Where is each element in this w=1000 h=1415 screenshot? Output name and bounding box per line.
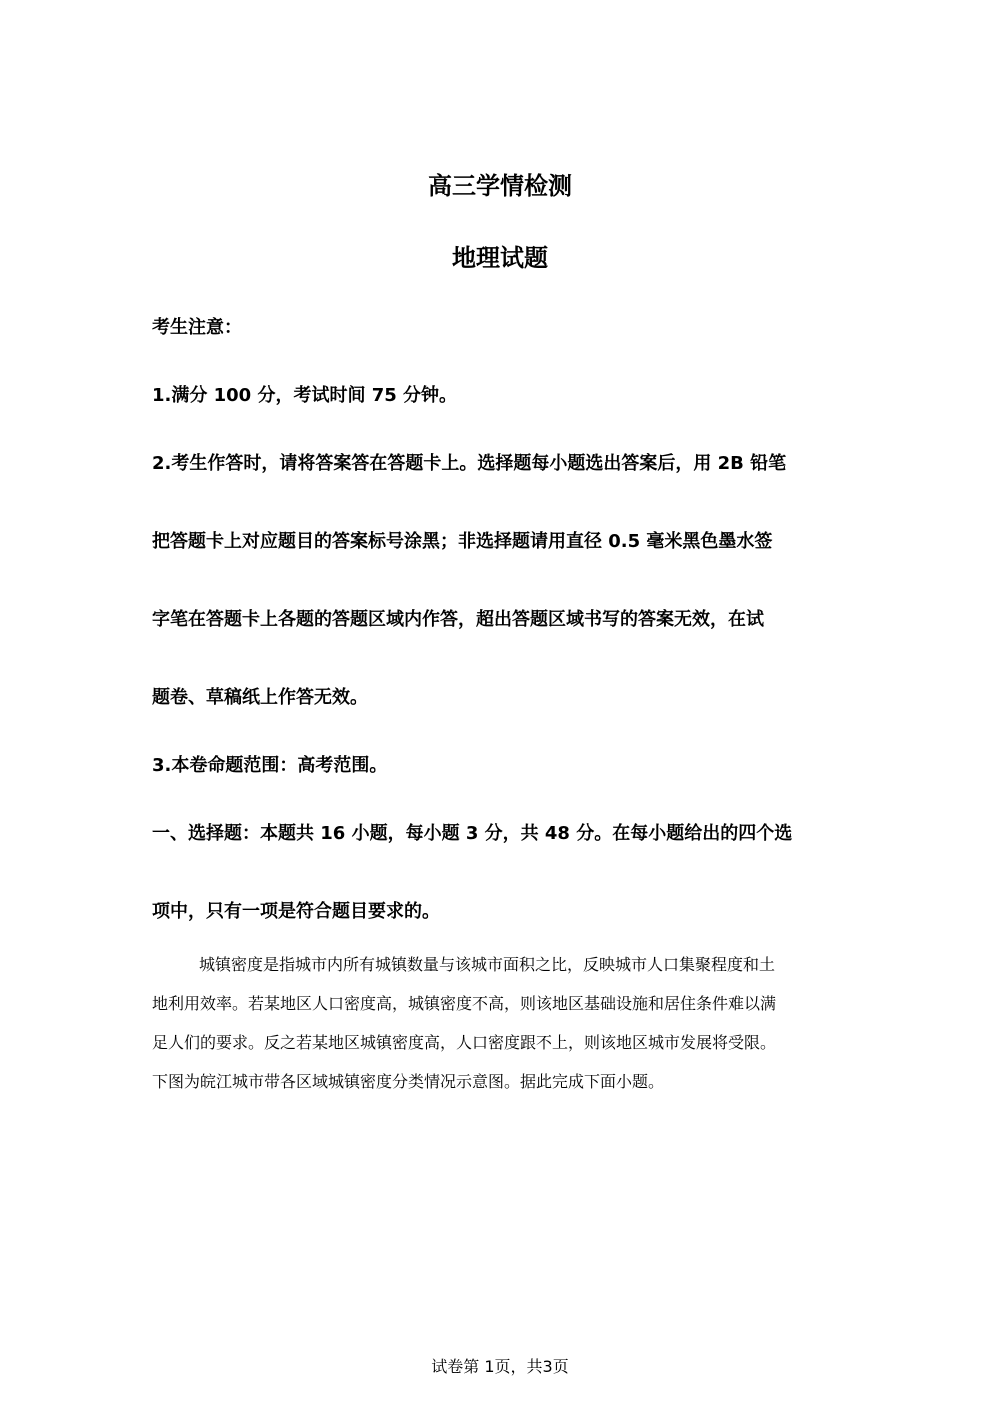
passage-line-2: 地利用效率。若某地区人口密度高，城镇密度不高，则该地区基础设施和居住条件难以满: [152, 994, 777, 1013]
notice-line-2c: 字笔在答题卡上各题的答题区域内作答，超出答题区域书写的答案无效，在试: [152, 609, 764, 630]
passage-line-3: 足人们的要求。反之若某地区城镇密度高，人口密度跟不上，则该地区城市发展将受限。: [152, 1033, 777, 1052]
notice-heading: 考生注意：: [152, 317, 242, 338]
subject-title: 地理试题: [452, 244, 548, 272]
notice-line-3: 3.本卷命题范围：高考范围。: [152, 755, 388, 776]
passage-line-1: 城镇密度是指城市内所有城镇数量与该城市面积之比，反映城市人口集聚程度和土: [199, 955, 776, 974]
section-heading-line-2: 项中，只有一项是符合题目要求的。: [152, 901, 440, 922]
notice-line-2d: 题卷、草稿纸上作答无效。: [152, 687, 368, 708]
page-footer: 试卷第 1页，共3页: [431, 1357, 569, 1376]
passage-line-4: 下图为皖江城市带各区域城镇密度分类情况示意图。据此完成下面小题。: [152, 1072, 665, 1091]
notice-line-2a: 2.考生作答时，请将答案答在答题卡上。选择题每小题选出答案后，用 2B 铅笔: [152, 453, 787, 474]
section-heading-line-1: 一、选择题：本题共 16 小题，每小题 3 分，共 48 分。在每小题给出的四个选: [152, 823, 793, 844]
exam-title: 高三学情检测: [428, 172, 572, 200]
notice-line-1: 1.满分 100 分，考试时间 75 分钟。: [152, 385, 458, 406]
notice-line-2b: 把答题卡上对应题目的答案标号涂黑；非选择题请用直径 0.5 毫米黑色墨水签: [152, 531, 773, 552]
